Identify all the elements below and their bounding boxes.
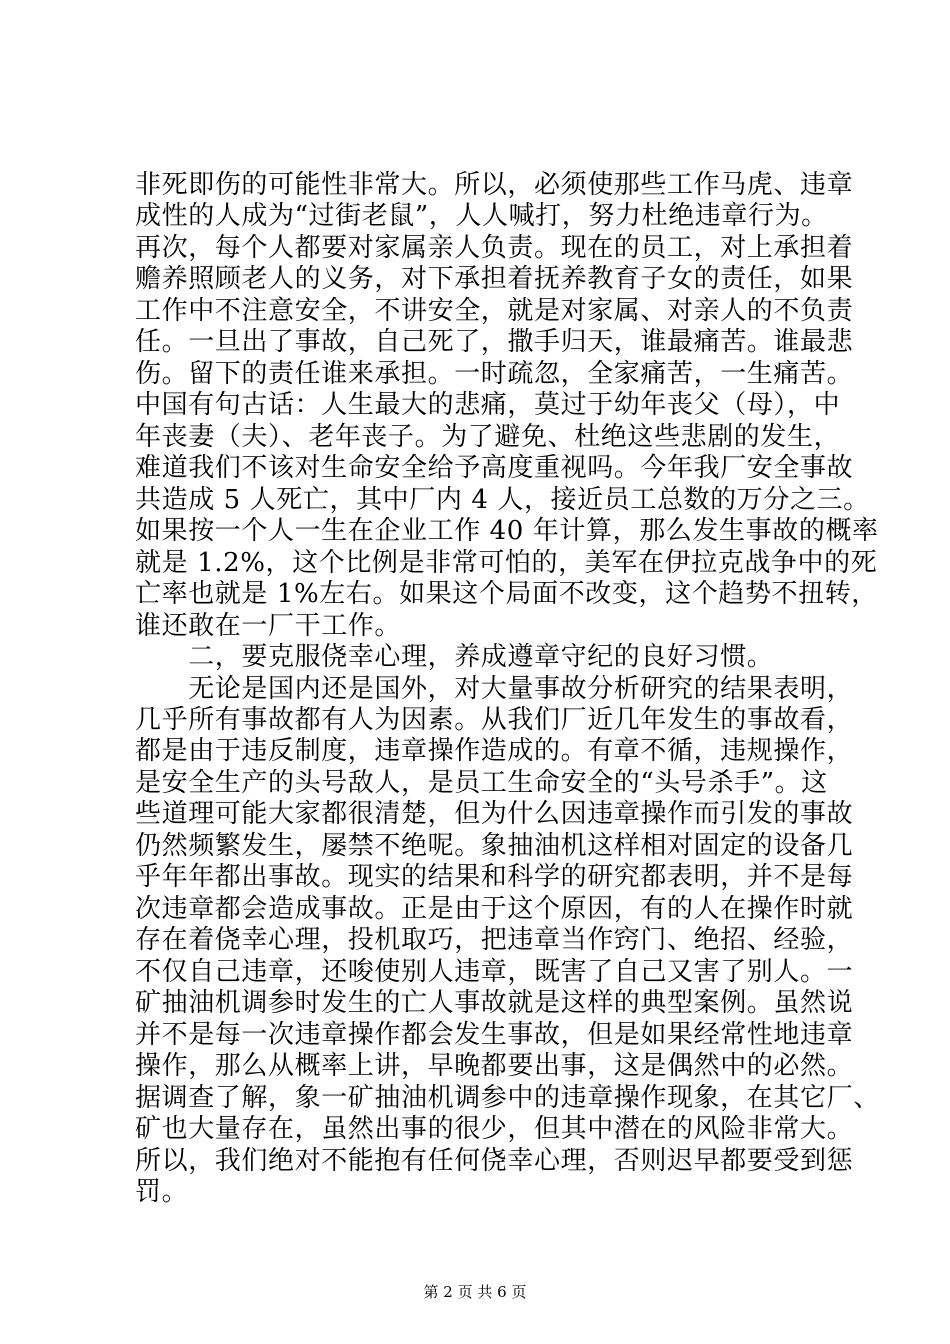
- text-line: 亡率也就是 1%左右。如果这个局面不改变，这个趋势不扭转，: [135, 579, 878, 609]
- text-line: 些道理可能大家都很清楚，但为什么因违章操作而引发的事故: [135, 799, 854, 829]
- text-line: 伤。留下的责任谁来承担。一时疏忽，全家痛苦，一生痛苦。: [135, 359, 854, 389]
- text-line: 共造成 5 人死亡，其中厂内 4 人，接近员工总数的万分之三。: [135, 485, 870, 515]
- text-line: 如果按一个人一生在企业工作 40 年计算，那么发生事故的概率: [135, 516, 879, 546]
- text-line: 非死即伤的可能性非常大。所以，必须使那些工作马虎、违章: [135, 170, 854, 200]
- text-line: 并不是每一次违章操作都会发生事故，但是如果经常性地违章: [135, 1020, 854, 1050]
- page-footer: 第 2 页 共 6 页: [423, 1283, 527, 1301]
- text-line: 成性的人成为“过街老鼠”，人人喊打，努力杜绝违章行为。: [135, 201, 828, 231]
- text-line: 再次，每个人都要对家属亲人负责。现在的员工，对上承担着: [135, 233, 854, 263]
- text-line: 矿也大量存在，虽然出事的很少，但其中潜在的风险非常大。: [135, 1114, 854, 1144]
- text-line: 不仅自己违章，还唆使别人违章，既害了自己又害了别人。一: [135, 957, 854, 987]
- text-line: 是安全生产的头号敌人，是员工生命安全的“头号杀手”。这: [135, 768, 828, 798]
- text-line: 难道我们不该对生命安全给予高度重视吗。今年我厂安全事故: [135, 453, 854, 483]
- text-line: 年丧妻（夫）、老年丧子。为了避免、杜绝这些悲剧的发生，: [135, 422, 841, 452]
- text-line: 次违章都会造成事故。正是由于这个原因，有的人在操作时就: [135, 894, 854, 924]
- text-line: 罚。: [135, 1177, 189, 1207]
- text-line: 矿抽油机调参时发生的亡人事故就是这样的典型案例。虽然说: [135, 988, 854, 1018]
- text-line: 工作中不注意安全，不讲安全，就是对家属、对亲人的不负责: [135, 296, 854, 326]
- text-line: 乎年年都出事故。现实的结果和科学的研究都表明，并不是每: [135, 862, 854, 892]
- text-line: 无论是国内还是国外，对大量事故分析研究的结果表明，: [135, 674, 854, 704]
- section-heading: 二，要克服侥幸心理，养成遵章守纪的良好习惯。: [135, 642, 774, 672]
- text-line: 中国有句古话：人生最大的悲痛，莫过于幼年丧父（母），中: [135, 390, 841, 420]
- text-line: 几乎所有事故都有人为因素。从我们厂近几年发生的事故看，: [135, 705, 854, 735]
- text-line: 谁还敢在一厂干工作。: [135, 611, 402, 641]
- text-line: 仍然频繁发生，屡禁不绝呢。象抽油机这样相对固定的设备几: [135, 831, 854, 861]
- text-line: 任。一旦出了事故，自己死了，撒手归天，谁最痛苦。谁最悲: [135, 327, 854, 357]
- text-line: 赡养照顾老人的义务，对下承担着抚养教育子女的责任，如果: [135, 264, 854, 294]
- text-line: 就是 1.2%，这个比例是非常可怕的，美军在伊拉克战争中的死: [135, 548, 878, 578]
- text-line: 操作，那么从概率上讲，早晚都要出事，这是偶然中的必然。: [135, 1051, 854, 1081]
- text-line: 都是由于违反制度，违章操作造成的。有章不循，违规操作，: [135, 736, 854, 766]
- text-line: 据调查了解，象一矿抽油机调参中的违章操作现象，在其它厂、: [135, 1083, 880, 1113]
- text-line: 所以，我们绝对不能抱有任何侥幸心理，否则迟早都要受到惩: [135, 1146, 854, 1176]
- text-line: 存在着侥幸心理，投机取巧，把违章当作窍门、绝招、经验，: [135, 925, 854, 955]
